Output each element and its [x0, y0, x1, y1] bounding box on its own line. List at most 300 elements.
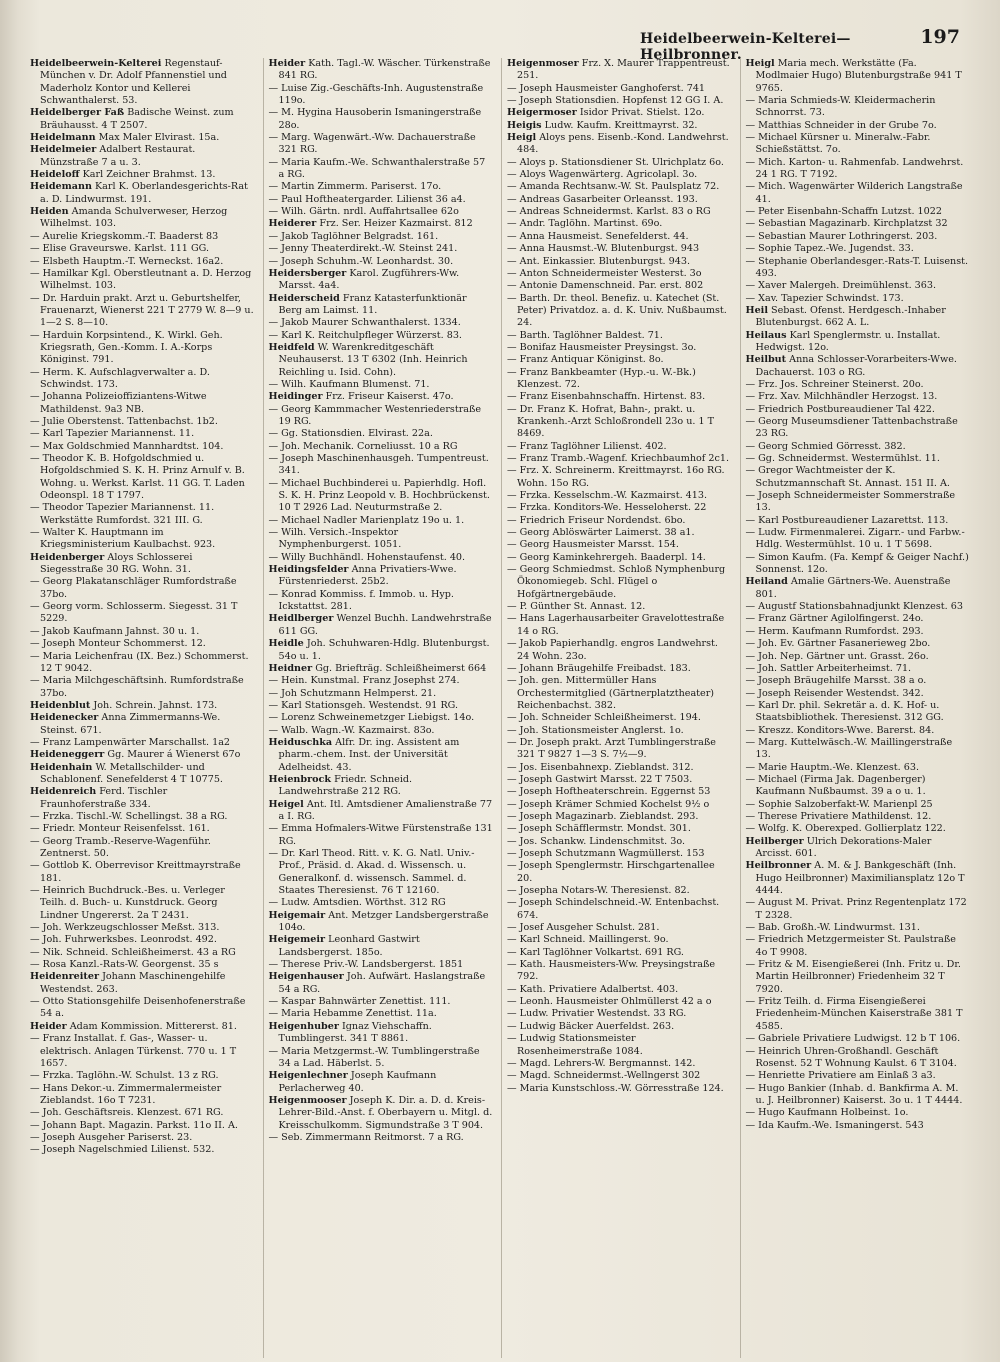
entry-details: Ant. Metzger Landsbergerstraße 104o.	[278, 909, 489, 934]
directory-entry	[30, 638, 255, 650]
directory-entry	[745, 243, 971, 255]
directory-entry	[30, 329, 255, 367]
directory-entry	[745, 959, 971, 996]
directory-entry	[30, 551, 255, 577]
directory-entry	[268, 453, 494, 478]
directory-entry	[507, 502, 732, 514]
entry-details: — Karl Stationsgeh. Westendst. 91 RG.	[268, 699, 459, 711]
entry-surname: Heidenreiter	[30, 971, 99, 983]
entry-details: W. Metallschilder- und Schablonenf. Senefelderst 4 T 10775.	[40, 761, 223, 785]
directory-entry	[268, 897, 494, 909]
directory-entry	[745, 490, 971, 515]
entry-details: — Ludwig Bäcker Auerfeldst. 263.	[507, 1020, 675, 1032]
entry-surname: Heilaus	[745, 329, 787, 341]
directory-entry	[268, 1070, 494, 1095]
entry-details: Badische Weinst. zum Bräuhausst. 4 T 2507.	[40, 107, 234, 131]
entry-surname: Heigenhuber	[268, 1020, 339, 1032]
entry-details: — Peter Eisenbahn-Schaffn Lutzst. 1022	[745, 206, 942, 218]
directory-entry	[30, 453, 255, 502]
directory-entry	[30, 440, 255, 453]
entry-details: Franz Katasterfunktionär Berg am Laimst. 11.	[278, 292, 467, 316]
entry-details: — Willy Buchhändl. Hohenstaufenst. 40.	[268, 551, 466, 563]
entry-details: — Franz Eisenbahnschaffn. Hirtenst. 83.	[507, 391, 706, 403]
directory-entry	[30, 699, 255, 712]
entry-details: — Marg. Kuttelwäsch.-W. Maillingerstraße 13.	[745, 736, 953, 761]
directory-entry	[745, 601, 971, 613]
entry-details: — Friedr. Monteur Reisenfelsst. 161.	[30, 823, 210, 835]
directory-entry	[30, 1119, 255, 1132]
directory-entry	[745, 823, 971, 835]
entry-surname: Heidingsfelder	[268, 564, 349, 576]
entry-details: — Jenny Theaterdirekt.-W. Steinst 241.	[268, 243, 458, 255]
entry-details: Frz. X. Maurer Trappentreust. 251.	[517, 58, 730, 82]
running-title: Heidelbeerwein-Kelterei—Heilbronner.	[640, 31, 851, 63]
entry-surname: Heilbronner	[745, 860, 812, 872]
directory-entry	[507, 82, 732, 95]
entry-details: — Heinrich Uhren-Großhandl. Geschäft Rosenst. 52 T Wohnung Kaulst. 6 T 3104.	[745, 1045, 957, 1069]
directory-entry	[507, 897, 732, 922]
directory-entry	[30, 1131, 255, 1144]
directory-entry	[507, 453, 732, 465]
directory-entry	[507, 675, 732, 712]
directory-entry	[507, 58, 732, 83]
entry-surname: Heigl	[745, 58, 775, 69]
entry-details: — Dr. Joseph prakt. Arzt Tumblingerstraße 321 T 9827 1—3 S. 7½—9.	[507, 736, 716, 761]
entry-details: — P. Günther St. Annast. 12.	[507, 601, 646, 613]
entry-details: — Joseph Schuhm.-W. Leonhardst. 30.	[268, 255, 454, 267]
directory-entry	[268, 156, 494, 182]
entry-details: — Joseph Nagelschmied Lilienst. 532.	[30, 1144, 215, 1156]
entry-details: — Rosa Kanzl.-Rats-W. Georgenst. 35 s	[30, 959, 219, 971]
directory-entry	[745, 354, 971, 379]
entry-details: — Dr. Harduin prakt. Arzt u. Geburtshelfer, Frauenarzt, Wienerst 221 T 2779 W. 8—9 u. 1—2 S. 8—10.	[30, 292, 254, 329]
entry-details: — Theodor K. B. Hofgoldschmied u. Hofgoldschmied S. K. H. Prinz Arnulf v. B. Wohng. u. Werkst. Karlst. 11 GG. T. Laden Odeonspl. 18 T 1797.	[30, 453, 245, 502]
entry-details: — Maria Schmieds-W. Kleidermacherin Schnorrst. 73.	[745, 95, 936, 119]
entry-details: — Kath. Hausmeisters-Ww. Preysingstraße 792.	[507, 959, 716, 983]
directory-entry	[745, 1070, 971, 1082]
entry-details: — Joh. Nep. Gärtner unt. Grasst. 26o.	[745, 650, 929, 662]
directory-entry	[30, 1070, 255, 1082]
directory-entry	[268, 1131, 494, 1144]
directory-entry	[507, 280, 732, 292]
directory-entry	[745, 835, 971, 861]
entry-surname: Heidenecker	[30, 712, 99, 724]
directory-entry	[745, 1082, 971, 1108]
entry-details: — Anna Hausmst.-W. Blutenburgst. 943	[507, 243, 700, 255]
directory-entry	[745, 551, 971, 577]
entry-details: Ludw. Kaufm. Kreittmayrst. 32.	[544, 119, 698, 131]
directory-entry	[507, 823, 732, 835]
entry-details: — Karl Schneid. Maillingerst. 9o.	[507, 934, 669, 946]
entry-details: — Simon Kaufm. (Fa. Kempf & Geiger Nachf.) Sonnenst. 12o.	[745, 551, 969, 576]
directory-entry	[507, 1033, 732, 1058]
directory-entry	[30, 502, 255, 527]
entry-details: — Ludw. Amtsdien. Wörthst. 312 RG	[268, 897, 446, 909]
entry-details: Karl K. Oberlandesgerichts-Rat a. D. Lindwurmst. 191.	[40, 181, 248, 205]
directory-entry	[268, 712, 494, 724]
entry-surname: Heiland	[745, 576, 788, 588]
directory-entry	[30, 391, 255, 416]
entry-details: — Luise Zig.-Geschäfts-Inh. Augustenstraße 119o.	[268, 82, 484, 107]
directory-entry	[268, 107, 494, 132]
directory-entry	[268, 1094, 494, 1132]
directory-entry	[30, 922, 255, 934]
entry-details: — Aloys p. Stationsdiener St. Ulrichplatz 6o.	[507, 156, 724, 168]
entry-surname: Heil	[745, 304, 768, 316]
directory-entry	[268, 996, 494, 1008]
entry-details: Karl Zeichner Brahmst. 13.	[82, 169, 216, 181]
entry-details: Ulrich Dekorations-Maler Arcisst. 601.	[755, 835, 932, 859]
entry-details: W. Warenkreditgeschäft Neuhauserst. 13 T 6302 (Inh. Heinrich Reichling u. Isid. Cohn).	[278, 341, 468, 378]
directory-entry	[507, 922, 732, 934]
entry-details: — Xav. Tapezier Schwindst. 173.	[745, 292, 904, 304]
directory-entry	[745, 514, 971, 527]
entry-details: Joh. Aufwärt. Haslangstraße 54 a RG.	[278, 971, 486, 995]
entry-details: Leonhard Gastwirt Landsbergerst. 185o.	[278, 934, 420, 958]
directory-entry	[507, 761, 732, 774]
directory-entry	[745, 810, 971, 823]
directory-entry	[507, 539, 732, 551]
directory-entry	[745, 613, 971, 625]
directory-entry	[745, 304, 971, 330]
entry-details: — Andreas Gasarbeiter Orleansst. 193.	[507, 193, 698, 205]
directory-entry	[745, 119, 971, 132]
entry-details: — Joh. gen. Mittermüller Hans Orchestermitglied (Gärtnerplatztheater) Reichenbachst. 382.	[507, 675, 715, 711]
directory-entry	[268, 588, 494, 614]
entry-surname: Heider	[268, 58, 306, 69]
directory-entry	[745, 280, 971, 292]
directory-entry	[745, 1045, 971, 1071]
entry-details: — Joh. Stationsmeister Anglerst. 1o.	[507, 724, 684, 736]
directory-entry	[268, 773, 494, 799]
entry-details: — Franz Lampenwärter Marschallst. 1a2	[30, 736, 231, 748]
directory-entry	[507, 736, 732, 762]
entry-details: — Dr. Franz K. Hofrat, Bahn-, prakt. u. Krankenh.-Arzt Schloßrondell 23o u. 1 T 8469.	[507, 403, 715, 440]
directory-entry	[745, 662, 971, 675]
directory-entry	[30, 1144, 255, 1156]
entry-details: Anna Schlosser-Vorarbeiters-Wwe. Dachauerst. 103 o RG.	[755, 354, 957, 378]
directory-entry	[507, 341, 732, 354]
entry-details: — Seb. Zimmermann Reitmorst. 7 a RG.	[268, 1131, 464, 1143]
directory-entry	[745, 736, 971, 762]
entry-details: — Maria Milchgeschäftsinh. Rumfordstraße 37bo.	[30, 675, 244, 699]
entry-details: — Hein. Kunstmal. Franz Josephst 274.	[268, 675, 460, 687]
entry-details: — Jos. Schankw. Lindenschmitst. 3o.	[507, 835, 686, 847]
column-3	[501, 58, 732, 1358]
entry-details: — Hamilkar Kgl. Oberstleutnant a. D. Herzog Wilhelmst. 103.	[30, 267, 252, 292]
entry-details: — Joh. Schneider Schleißheimerst. 194.	[507, 712, 701, 724]
directory-entry	[507, 292, 732, 330]
directory-entry	[507, 1020, 732, 1033]
entry-details: Gg. Maurer á Wienerst 67o	[107, 749, 241, 761]
directory-entry	[268, 848, 494, 897]
directory-entry	[507, 156, 732, 169]
directory-entry	[30, 181, 255, 206]
directory-entry	[30, 810, 255, 823]
entry-details: — Harduin Korpsintend., K. Wirkl. Geh. Kriegsrath, Gen.-Komm. I. A.-Korps Königinst. 791.	[30, 329, 223, 366]
entry-details: Wenzel Buchh. Landwehrstraße 611 GG.	[278, 613, 492, 637]
directory-entry	[745, 465, 971, 490]
entry-surname: Heigenhauser	[268, 971, 344, 983]
directory-entry	[268, 724, 494, 737]
directory-entry	[745, 638, 971, 650]
directory-entry	[268, 403, 494, 429]
directory-entry	[30, 835, 255, 861]
directory-entry	[507, 465, 732, 490]
directory-entry	[507, 1082, 732, 1095]
directory-entry	[268, 292, 494, 318]
entry-surname: Heigis	[507, 119, 542, 131]
entry-surname: Heilberger	[745, 835, 804, 847]
entry-details: — Joseph Monteur Schommerst. 12.	[30, 638, 206, 650]
entry-details: — Bonifaz Hausmeister Preysingst. 3o.	[507, 341, 697, 353]
directory-entry	[745, 996, 971, 1033]
directory-entry	[507, 662, 732, 675]
entry-details: — Franz Taglöhner Lilienst. 402.	[507, 440, 667, 452]
entry-details: Johann Maschinengehilfe Westendst. 263.	[40, 971, 226, 995]
entry-surname: Heigemeir	[268, 934, 326, 946]
entry-details: — Fritz & M. Eisengießerei (Inh. Fritz u. Dr. Martin Heilbronner) Friedenheim 32 T 7920.	[745, 959, 961, 995]
directory-entry	[268, 267, 494, 293]
directory-entry	[268, 736, 494, 774]
directory-entry	[30, 786, 255, 811]
entry-details: Alfr. Dr. ing. Assistent am pharm.-chem. Inst. der Universität Adelheidst. 43.	[278, 736, 460, 773]
column-2	[263, 58, 494, 1358]
entry-details: — Julie Oberstenst. Tattenbachst. 1b2.	[30, 415, 218, 427]
entry-surname: Heidemann	[30, 181, 92, 193]
directory-entry	[268, 181, 494, 193]
directory-entry	[745, 687, 971, 700]
directory-entry	[30, 255, 255, 268]
entry-details: — Kreszz. Konditors-Wwe. Barerst. 84.	[745, 724, 935, 736]
entry-details: Frz. Ser. Heizer Kazmairst. 812	[319, 218, 473, 230]
directory-entry	[268, 329, 494, 342]
entry-details: — Frzka. Kesselschm.-W. Kazmairst. 413.	[507, 490, 708, 502]
entry-details: — Marg. Wagenwärt.-Ww. Dachauerstraße 321 RG.	[268, 132, 476, 156]
directory-entry	[268, 317, 494, 329]
entry-details: — Heinrich Buchdruck.-Bes. u. Verleger Teilh. d. Buch- u. Kunstdruck. Georg Lindner Ungererst. 2a T 2431.	[30, 885, 225, 921]
directory-entry	[30, 527, 255, 552]
entry-details: — Jakob Taglöhner Belgradst. 161.	[268, 230, 439, 242]
entry-details: — Emma Hofmalers-Witwe Fürstenstraße 131 RG.	[268, 823, 493, 847]
entry-details: — Max Goldschmied Mannhardtst. 104.	[30, 440, 224, 452]
entry-details: — Jos. Eisenbahnexp. Zieblandst. 312.	[507, 761, 694, 773]
directory-entry	[30, 1107, 255, 1119]
entry-details: — Georg Kammmacher Westenriederstraße 19 RG.	[268, 403, 482, 427]
entry-surname: Heidelmeier	[30, 144, 97, 156]
directory-entry	[30, 107, 255, 132]
directory-entry	[268, 527, 494, 552]
directory-entry	[507, 329, 732, 342]
entry-details: — Joh. Ev. Gärtner Fasanerieweg 2bo.	[745, 638, 931, 650]
directory-entry	[30, 243, 255, 255]
directory-entry	[507, 243, 732, 255]
directory-entry	[507, 514, 732, 527]
entry-details: — Friedrich Friseur Nordendst. 6bo.	[507, 514, 686, 526]
directory-entry	[268, 1008, 494, 1020]
directory-entry	[507, 218, 732, 230]
entry-details: — Jakob Papierhandlg. engros Landwehrst. 24 Wohn. 23o.	[507, 638, 718, 662]
entry-details: — Aloys Wagenwärterg. Agricolapl. 3o.	[507, 169, 698, 181]
entry-details: — Paul Hoftheatergarder. Lilienst 36 a4.	[268, 193, 466, 205]
entry-details: — Walter K. Hauptmann im Kriegsministerium Kaulbachst. 923.	[30, 527, 216, 551]
entry-surname: Heidelmann	[30, 132, 96, 144]
entry-details: — Frzka. Tischl.-W. Schellingst. 38 a RG.	[30, 810, 228, 822]
entry-details: — Stephanie Oberlandesger.-Rats-T. Luisenst. 493.	[745, 255, 969, 279]
directory-entry	[507, 440, 732, 453]
directory-entry	[268, 934, 494, 959]
entry-details: Joh. Schuhwaren-Hdlg. Blutenburgst. 54o u. 1.	[278, 638, 490, 662]
directory-entry	[268, 699, 494, 712]
directory-entry	[745, 58, 971, 95]
directory-entry	[30, 601, 255, 626]
entry-details: — Lorenz Schweinemetzger Liebigst. 14o.	[268, 712, 475, 724]
entry-details: — Joh. Werkzeugschlosser Meßst. 313.	[30, 922, 220, 934]
directory-entry	[30, 292, 255, 330]
entry-details: Adam Kommission. Mittererst. 81.	[69, 1020, 237, 1032]
directory-entry	[268, 243, 494, 255]
directory-entry	[745, 95, 971, 120]
directory-entry	[30, 860, 255, 885]
entry-details: — Elsbeth Hauptm.-T. Werneckst. 16a2.	[30, 255, 224, 267]
entry-details: Ignaz Viehschaffn. Tumblingerst. 341 T 8861.	[278, 1020, 432, 1045]
entry-surname: Heiderer	[268, 218, 317, 230]
entry-details: A. M. & J. Bankgeschäft (Inh. Hugo Heilbronner) Maximiliansplatz 12o T 4444.	[755, 860, 965, 897]
directory-entry	[30, 576, 255, 601]
directory-entry	[745, 255, 971, 281]
directory-entry	[268, 823, 494, 848]
entry-details: — Franz Installat. f. Gas-, Wasser- u. elektrisch. Anlagen Türkenst. 770 u. 1 T 1657.	[30, 1033, 237, 1069]
entry-details: — Elise Graveurswe. Karlst. 111 GG.	[30, 243, 209, 255]
directory-entry	[507, 860, 732, 885]
entry-details: — Joseph Schneidermeister Sommerstraße 13.	[745, 490, 956, 514]
entry-details: — Georg Ablöswärter Laimerst. 38 a1.	[507, 527, 695, 539]
entry-details: — Barth. Taglöhner Baldest. 71.	[507, 329, 663, 341]
entry-details: — Theodor Tapezier Mariannenst. 11. Werkstätte Rumfordst. 321 III. G.	[30, 502, 215, 526]
directory-entry	[30, 206, 255, 231]
directory-entry	[268, 341, 494, 379]
entry-details: — Ida Kaufm.-We. Ismaningerst. 543	[745, 1119, 924, 1131]
directory-entry	[745, 724, 971, 737]
entry-details: — Georg Museumsdiener Tattenbachstraße 23 RG.	[745, 415, 958, 440]
entry-details: — Gabriele Privatiere Ludwigst. 12 b T 106.	[745, 1033, 961, 1045]
directory-entry	[30, 712, 255, 737]
entry-details: — Gregor Wachtmeister der K. Schutzmannschaft St. Annast. 151 II. A.	[745, 465, 950, 489]
entry-details: — Georg Schmied Görresst. 382.	[745, 440, 906, 452]
page-number: 197	[920, 26, 960, 48]
entry-details: — Marie Hauptm.-We. Klenzest. 63.	[745, 761, 920, 773]
directory-entry	[507, 810, 732, 823]
entry-surname: Heider	[30, 1020, 67, 1032]
entry-details: — August M. Privat. Prinz Regentenplatz 172 T 2328.	[745, 897, 967, 921]
directory-entry	[507, 181, 732, 193]
directory-entry	[507, 230, 732, 243]
entry-details: — Maria Metzgermst.-W. Tumblingerstraße 34 a Lad. Häberlst. 5.	[268, 1045, 480, 1069]
entry-details: — Sophie Salzoberfakt-W. Marienpl 25	[745, 798, 933, 810]
entry-details: — Nik. Schneid. Schleißheimerst. 43 a RG	[30, 946, 236, 958]
directory-entry	[745, 329, 971, 355]
entry-surname: Heigenmooser	[268, 1094, 347, 1106]
directory-entry	[268, 613, 494, 638]
directory-entry	[268, 675, 494, 687]
directory-entry	[268, 82, 494, 108]
directory-entry	[745, 403, 971, 416]
entry-details: — Maria Hebamme Zenettist. 11a.	[268, 1008, 437, 1020]
entry-details: Amalie Gärtners-We. Auenstraße 801.	[755, 576, 951, 600]
entry-details: — Friedrich Postbureaudiener Tal 422.	[745, 403, 935, 415]
directory-entry	[507, 959, 732, 984]
entry-details: — Barth. Dr. theol. Benefiz. u. Katechet (St. Peter) Privatdoz. a. d. K. Univ. Nußbaumst. 24.	[507, 292, 727, 329]
directory-entry	[507, 107, 732, 119]
directory-entry	[745, 292, 971, 305]
entry-surname: Heidenhain	[30, 761, 93, 773]
entry-details: — Ludwig Stationsmeister Rosenheimerstraße 1084.	[507, 1033, 643, 1057]
entry-details: — Gg. Stationsdien. Elvirast. 22a.	[268, 428, 433, 440]
entry-details: — Georg Plakatanschläger Rumfordstraße 37bo.	[30, 576, 237, 600]
entry-details: Isidor Privat. Stielst. 12o.	[579, 107, 705, 119]
entry-details: — Michael (Firma Jak. Dagenberger) Kaufmann Nußbaumst. 39 a o u. 1.	[745, 773, 926, 798]
entry-details: Friedr. Schneid. Landwehrstraße 212 RG.	[278, 773, 413, 798]
entry-details: — Hans Dekor.-u. Zimmermalermeister Zieblandst. 16o T 7231.	[30, 1082, 222, 1106]
entry-details: — Joseph Reisender Westendst. 342.	[745, 687, 924, 699]
entry-details: — Magd. Lehrers-W. Bergmannst. 142.	[507, 1057, 696, 1069]
directory-entry	[745, 440, 971, 453]
entry-details: — Joseph Hoftheaterschrein. Eggernst 53	[507, 786, 711, 798]
directory-entry	[507, 267, 732, 280]
entry-details: — Franz Tramb.-Wagenf. Kriechbaumhof 2c1.	[507, 453, 730, 464]
entry-details: Joh. Schrein. Jahnst. 173.	[93, 699, 218, 711]
entry-details: — Gottlob K. Oberrevisor Kreittmayrstraße 181.	[30, 860, 241, 884]
entry-surname: Heigenlechner	[268, 1070, 348, 1082]
entry-surname: Heigemair	[268, 909, 326, 921]
entry-details: — Georg vorm. Schlosserm. Siegesst. 31 T 5229.	[30, 601, 238, 625]
directory-entry	[507, 946, 732, 959]
directory-entry	[30, 230, 255, 243]
directory-entry	[268, 798, 494, 824]
entry-details: — Joseph Krämer Schmied Kochelst 9½ o	[507, 798, 710, 810]
entry-details: — Dr. Karl Theod. Ritt. v. K. G. Natl. Univ.-Prof., Präsid. d. Akad. d. Wissensch. u. Generalkonf. d. wissensch. Sammel. d. Staates Theresienst. 76 T 12160.	[268, 848, 475, 897]
directory-entry	[30, 428, 255, 440]
entry-details: — Franz Antiquar Königinst. 8o.	[507, 354, 664, 366]
entry-details: Amanda Schulverweser, Herzog Wilhelmst. 103.	[40, 206, 228, 230]
directory-entry	[30, 1033, 255, 1070]
entry-details: — Therese Priv.-W. Landsbergerst. 1851	[268, 959, 464, 971]
entry-surname: Heigermoser	[507, 107, 577, 119]
entry-details: — Josepha Notars-W. Theresienst. 82.	[507, 885, 690, 897]
entry-details: — Maria Kunstschloss.-W. Görresstraße 124.	[507, 1082, 724, 1094]
entry-details: — Joseph Ausgeher Pariserst. 23.	[30, 1131, 193, 1143]
directory-entry	[30, 946, 255, 959]
directory-entry	[30, 959, 255, 971]
entry-details: Aloys Schlosserei Siegesstraße 30 RG. Wohn. 31.	[40, 551, 193, 576]
directory-entry	[30, 823, 255, 835]
directory-entry	[507, 1008, 732, 1020]
entry-details: — Gg. Schneidermst. Westermühlst. 11.	[745, 453, 940, 464]
entry-surname: Heidersberger	[268, 267, 347, 279]
entry-details: — Kath. Privatiere Adalbertst. 403.	[507, 983, 679, 995]
entry-details: — Michael Kürsner u. Mineralw.-Fabr. Schießstättst. 7o.	[745, 132, 931, 156]
entry-details: — Amanda Rechtsanw.-W. St. Paulsplatz 72.	[507, 181, 720, 193]
entry-details: — Mich. Karton- u. Rahmenfab. Landwehrst. 24 1 RG. T 7192.	[745, 156, 964, 181]
directory-entry	[745, 922, 971, 934]
directory-entry	[268, 378, 494, 391]
entry-details: Karol. Zugführers-Ww. Marsst. 4a4.	[278, 267, 460, 292]
entry-details: — Maria Kaufm.-We. Schwanthalerstraße 57 a RG.	[268, 156, 486, 181]
entry-details: Max Maler Elvirast. 15a.	[98, 132, 220, 144]
directory-entry	[268, 477, 494, 515]
entry-details: Karl Spenglermstr. u. Installat. Hedwigst. 12o.	[755, 329, 941, 353]
entry-details: — Kaspar Bahnwärter Zenettist. 111.	[268, 996, 451, 1008]
